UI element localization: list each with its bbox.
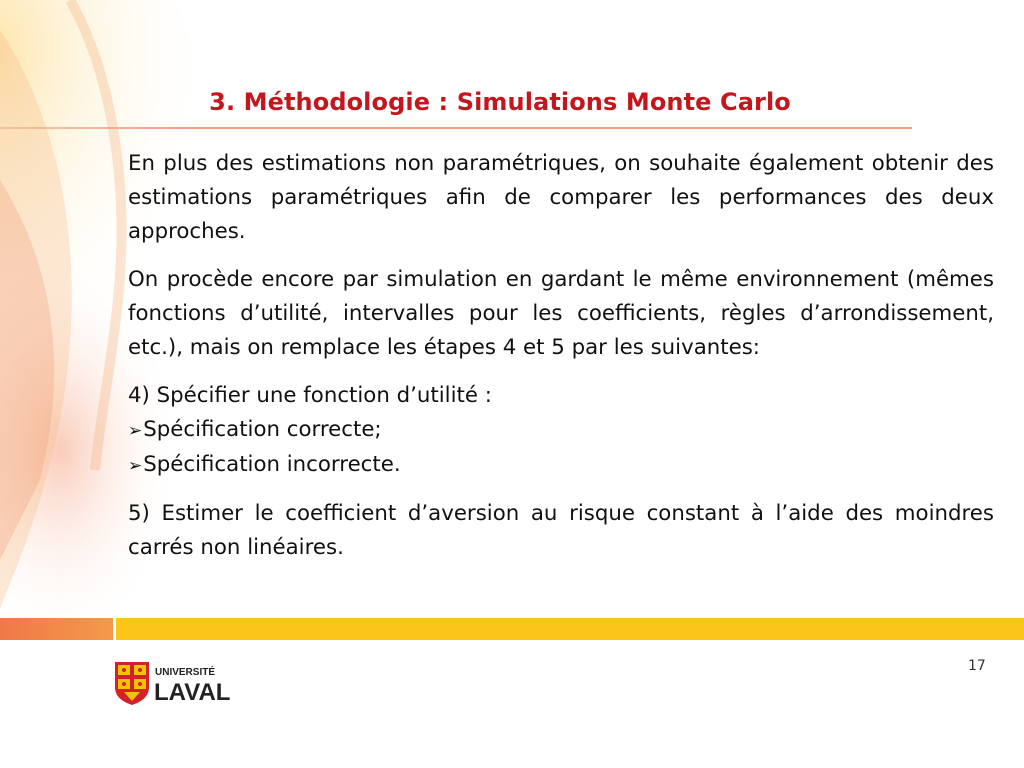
logo-line-2: LAVAL — [154, 679, 231, 705]
shield-icon — [115, 662, 149, 705]
slide-title: 3. Méthodologie : Simulations Monte Carlo — [209, 88, 791, 116]
universite-laval-logo — [113, 659, 233, 705]
step-5: 5) Estimer le coefficient d’aversion au risque constant à l’aide des moindres carrés non linéaires. — [128, 501, 994, 560]
footer-band-left — [0, 618, 113, 640]
bullet-text: Spécification correcte; — [143, 417, 382, 442]
arrow-bullet-icon: ➢ — [128, 456, 143, 476]
arrow-bullet-icon: ➢ — [128, 421, 143, 441]
footer-band-right — [116, 618, 1024, 640]
page-number: 17 — [968, 658, 986, 674]
title-divider — [0, 127, 912, 129]
step-4: 4) Spécifier une fonction d’utilité : — [128, 383, 492, 408]
logo-line-1: UNIVERSITÉ — [155, 667, 216, 678]
list-item — [128, 413, 994, 448]
bullet-text: Spécification incorrecte. — [143, 452, 401, 477]
list-item — [128, 448, 994, 483]
paragraph-procedure: On procède encore par simulation en gardant le même environnement (mêmes fonctions d’utilité, intervalles pour les coefficients, règles d’arrondissement, etc.), mais on remplace les étapes 4 et 5 par les suivantes: — [128, 267, 994, 360]
slide-body — [128, 147, 994, 579]
paragraph-intro: En plus des estimations non paramétriques, on souhaite également obtenir des estimations paramétriques afin de comparer les performances des deux approches. — [128, 151, 994, 244]
